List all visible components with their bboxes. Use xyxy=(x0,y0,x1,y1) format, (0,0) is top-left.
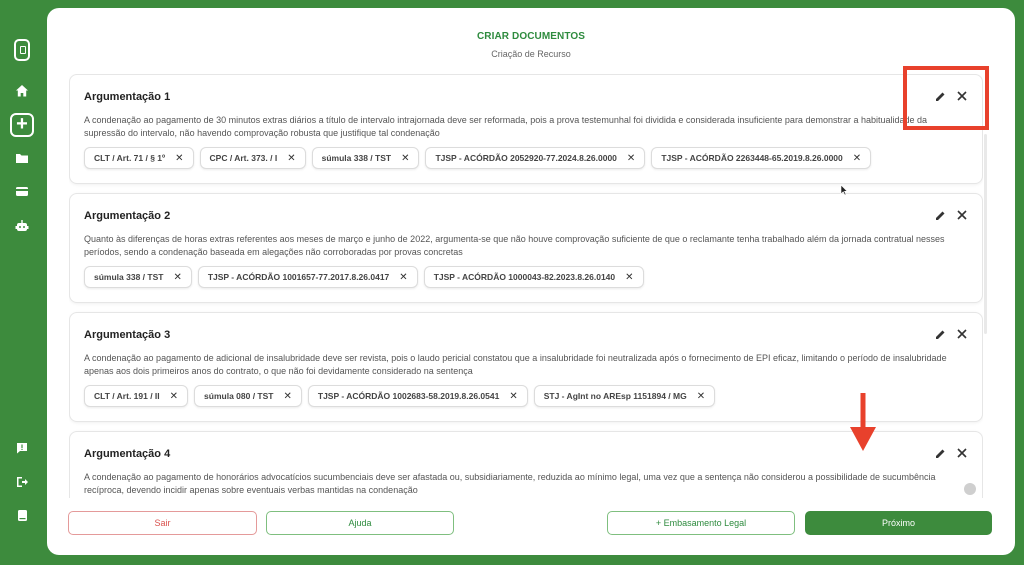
tag-chip[interactable]: STJ - AgInt no AREsp 1151894 / MG ✕ xyxy=(534,385,715,407)
argument-card xyxy=(69,431,983,498)
tag-chip[interactable]: TJSP - ACÓRDÃO 1000043-82.2023.8.26.0140 ✕ xyxy=(424,266,644,288)
edit-icon[interactable] xyxy=(934,327,946,341)
tag-chip[interactable]: CLT / Art. 71 / § 1º ✕ xyxy=(84,147,194,169)
card-text: A condenação ao pagamento de adicional de insalubridade deve ser revista, pois o laudo pericial constatou que a insalubridade foi neutralizada após o fornecimento de EPI eficaz, limitando o período de insalubridade apenas aos dois primeiros anos do contrato, o que não foi devidamente considerado na sentença xyxy=(84,353,947,376)
annotation-arrow-icon xyxy=(848,393,878,453)
card-title: Argumentação 1 xyxy=(84,91,171,103)
edit-icon[interactable] xyxy=(934,208,946,222)
close-icon[interactable] xyxy=(956,208,968,222)
argument-card xyxy=(69,74,983,184)
remove-tag-icon[interactable]: ✕ xyxy=(509,390,518,402)
page-title: CRIAR DOCUMENTOS xyxy=(476,31,586,42)
tag-chip[interactable]: CLT / Art. 191 / II ✕ xyxy=(84,385,188,407)
card-title: Argumentação 3 xyxy=(84,329,171,341)
home-icon[interactable] xyxy=(11,80,33,102)
book-icon[interactable] xyxy=(11,504,33,526)
tag-chip[interactable]: súmula 338 / TST ✕ xyxy=(84,266,192,288)
app-logo-icon[interactable] xyxy=(14,39,30,61)
ajuda-button[interactable]: Ajuda xyxy=(266,511,454,535)
argument-card xyxy=(69,312,983,422)
remove-tag-icon[interactable]: ✕ xyxy=(625,271,634,283)
argument-card xyxy=(69,193,983,303)
tag-chip[interactable]: TJSP - ACÓRDÃO 2263448-65.2019.8.26.0000 ✕ xyxy=(651,147,871,169)
edit-icon[interactable] xyxy=(934,446,946,460)
feedback-icon[interactable] xyxy=(11,437,33,459)
remove-tag-icon[interactable]: ✕ xyxy=(626,152,636,164)
remove-tag-icon[interactable]: ✕ xyxy=(401,152,410,164)
card-text: Quanto às diferenças de horas extras referentes aos meses de março e junho de 2022, argumenta-se que não houve comprovação suficiente de que o reclamante tenha trabalhado além da jornada contratual nesses períodos, sendo a condenação baseada em alegações não corroboradas por provas concretas xyxy=(84,234,945,257)
remove-tag-icon[interactable]: ✕ xyxy=(852,152,862,164)
tag-chip[interactable]: TJSP - ACÓRDÃO 2052920-77.2024.8.26.0000 ✕ xyxy=(425,147,645,169)
tag-chip[interactable]: súmula 080 / TST ✕ xyxy=(194,385,302,407)
tag-chip[interactable]: TJSP - ACÓRDÃO 1001657-77.2017.8.26.0417 ✕ xyxy=(198,266,418,288)
scroll-indicator[interactable] xyxy=(964,483,976,495)
close-icon[interactable] xyxy=(956,327,968,341)
card-text: A condenação ao pagamento de 30 minutos extras diários a título de intervalo intrajornada deve ser reformada, pois a prova testemunhal foi dividida e considerada insuficiente para demonstrar a habitualidade da supressão do intervalo, não havendo comprovação robusta que justifique tal condenação xyxy=(84,115,928,138)
tag-chip[interactable]: súmula 338 / TST ✕ xyxy=(312,147,420,169)
sidebar xyxy=(0,0,46,565)
scrollbar[interactable] xyxy=(984,134,987,334)
card-title: Argumentação 4 xyxy=(84,448,171,460)
remove-tag-icon[interactable]: ✕ xyxy=(173,271,182,283)
tag-chip[interactable]: TJSP - ACÓRDÃO 1002683-58.2019.8.26.0541 ✕ xyxy=(308,385,528,407)
page-subtitle: Criação de Recurso xyxy=(491,49,571,59)
robot-icon[interactable] xyxy=(11,214,33,236)
remove-tag-icon[interactable]: ✕ xyxy=(696,390,706,402)
remove-tag-icon[interactable]: ✕ xyxy=(287,152,296,164)
sair-button[interactable]: Sair xyxy=(68,511,257,535)
card-icon[interactable] xyxy=(11,180,33,202)
close-icon[interactable] xyxy=(956,446,968,460)
logout-icon[interactable] xyxy=(11,471,33,493)
remove-tag-icon[interactable]: ✕ xyxy=(169,390,179,402)
annotation-highlight-box xyxy=(903,66,989,130)
embasamento-legal-button[interactable]: + Embasamento Legal xyxy=(607,511,795,535)
remove-tag-icon[interactable]: ✕ xyxy=(399,271,408,283)
folder-icon[interactable] xyxy=(11,147,33,169)
add-icon[interactable]: + xyxy=(10,113,34,137)
main-panel xyxy=(47,8,1015,555)
argument-list[interactable] xyxy=(69,74,983,498)
proximo-button[interactable]: Próximo xyxy=(805,511,992,535)
remove-tag-icon[interactable]: ✕ xyxy=(283,390,292,402)
remove-tag-icon[interactable]: ✕ xyxy=(175,152,184,164)
tag-chip[interactable]: CPC / Art. 373. / I ✕ xyxy=(200,147,306,169)
card-title: Argumentação 2 xyxy=(84,210,171,222)
mouse-cursor-icon xyxy=(840,184,848,196)
card-text: A condenação ao pagamento de honorários advocatícios sucumbenciais deve ser afastada ou, subsidiariamente, reduzida ao mínimo legal, uma vez que a sentença não considerou a possibilidade de sucumbência recíproca, devendo incidir apenas sobre eventuais verbas mantidas na condenação xyxy=(84,472,936,495)
